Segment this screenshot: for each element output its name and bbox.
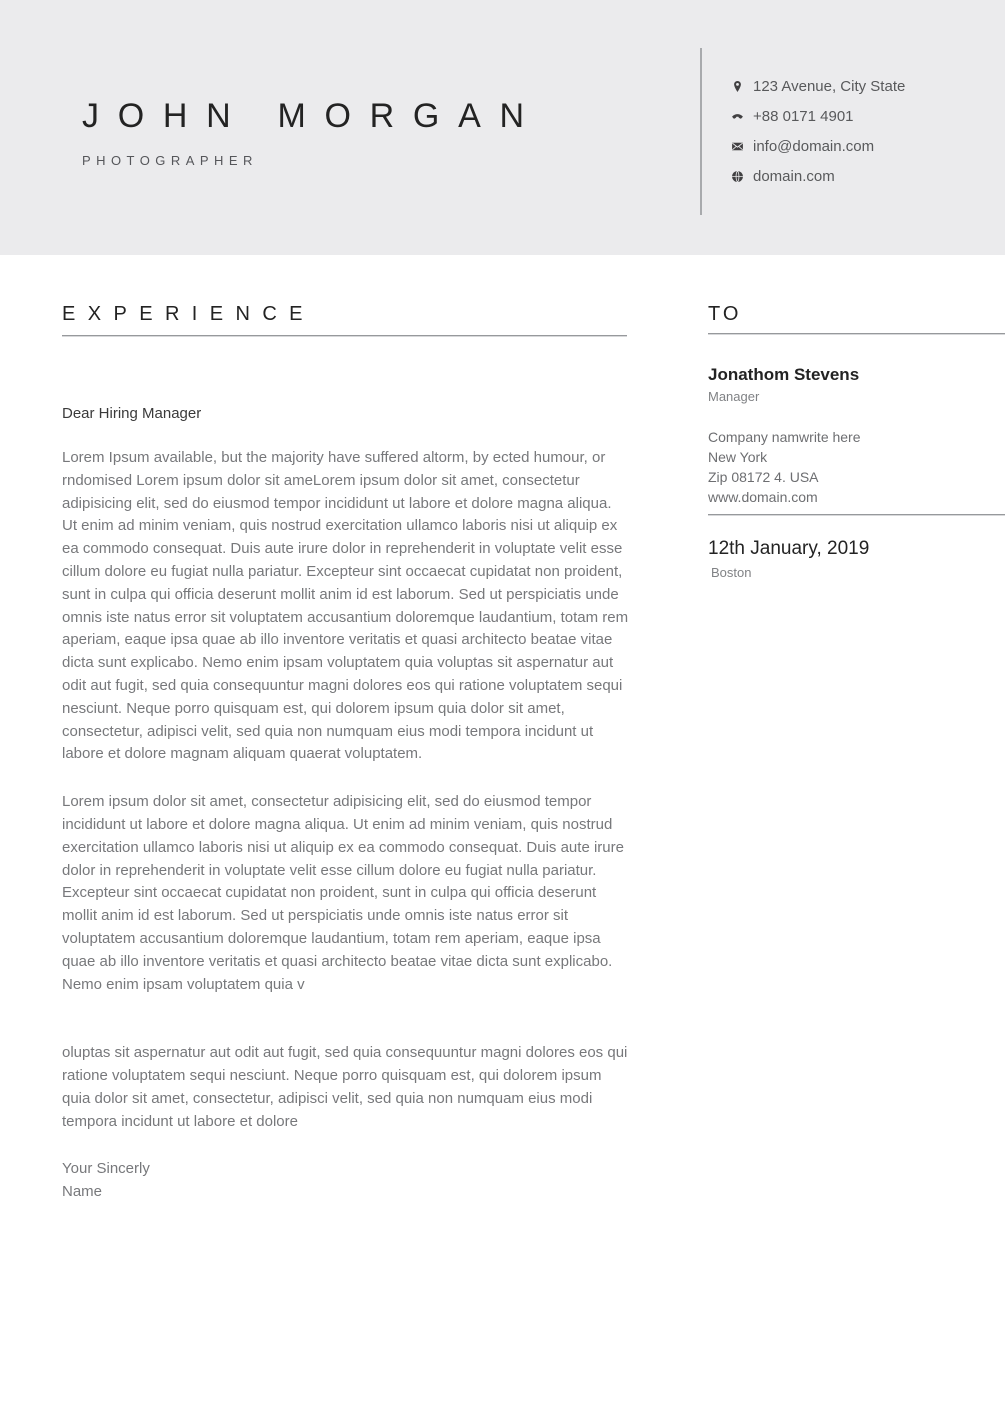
location-pin-icon — [730, 79, 744, 93]
experience-section — [62, 255, 630, 1203]
email-text: info@domain.com — [753, 137, 875, 155]
website-text: domain.com — [753, 167, 835, 185]
letter-paragraph-1: Lorem Ipsum available, but the majority have suffered altorm, by ected humour, or rndomised Lorem ipsum dolor sit ameLorem ipsum dolor sit amet, consectetur adipisicing elit, sed do eiusmod tempor incididunt ut labore et dolore magna aliqua. Ut enim ad minim veniam, quis nostrud exercitation ullamco laboris nisi ut aliquip ex ea commodo consequat. Duis aute irure dolor in reprehenderit in voluptate velit esse cillum dolore eu fugiat nulla pariatur. Excepteur sint occaecat cupidatat non proident, sunt in culpa qui officia deserunt mollit anim id est laborum. Sed ut perspiciatis unde omnis iste natus error sit voluptatem accusantium doloremque laudantium, totam rem aperiam, eaque ipsa quae ab illo inventore veritatis et quasi architecto beatae vitae dicta sunt explicabo. Nemo enim ipsam voluptatem quia voluptas sit aspernatur aut odit aut fugit, sed quia consequuntur magni dolores eos qui ratione voluptatem sequi nesciunt. Neque porro quisquam est, qui dolorem ipsum quia dolor sit amet, consectetur, adipisci velit, sed quia non numquam eius modi tempora incidunt ut labore et dolore magnam aliquam quaerat voluptatem. — [62, 449, 629, 763]
contact-block — [700, 48, 1005, 215]
phone-text: +88 0171 4901 — [753, 107, 854, 125]
address-line-zip: Zip 08172 4. USA — [708, 469, 819, 485]
name-block — [0, 0, 700, 255]
contact-row-email — [730, 138, 1005, 154]
person-title: PHOTOGRAPHER — [82, 153, 258, 168]
closing-block — [62, 1157, 630, 1203]
contact-row-website — [730, 168, 1005, 184]
experience-heading: EXPERIENCE — [62, 303, 315, 325]
letter-date: 12th January, 2019 — [708, 538, 870, 559]
globe-icon — [730, 169, 744, 183]
letter-city: Boston — [711, 565, 752, 580]
address-line-website: www.domain.com — [708, 489, 818, 505]
contact-row-address — [730, 78, 1005, 94]
email-icon — [730, 139, 744, 153]
phone-icon — [730, 109, 744, 123]
letter-paragraph-3: oluptas sit aspernatur aut odit aut fugit, sed quia consequuntur magni dolores eos qui ratione voluptatem sequi nesciunt. Neque porro quisquam est, qui dolorem ipsum quia dolor sit amet, consectetur, adipisci velit, sed quia non numquam eius modi tempora incidunt ut labore et dolore — [62, 1044, 628, 1130]
recipient-name: Jonathom Stevens — [708, 365, 860, 384]
letter-body — [0, 255, 1005, 1203]
to-rule — [708, 333, 1005, 335]
recipient-role: Manager — [708, 389, 760, 404]
closing-salutation: Your Sincerly — [62, 1159, 150, 1177]
experience-rule — [62, 335, 627, 337]
person-name: JOHN MORGAN — [82, 97, 543, 135]
date-rule — [708, 514, 1005, 516]
greeting: Dear Hiring Manager — [62, 405, 202, 422]
address-text: 123 Avenue, City State — [753, 77, 906, 95]
address-line-city: New York — [708, 449, 768, 465]
address-line-company: Company namwrite here — [708, 429, 861, 445]
closing-name: Name — [62, 1182, 103, 1200]
header — [0, 0, 1005, 255]
letter-paragraph-2: Lorem ipsum dolor sit amet, consectetur adipisicing elit, sed do eiusmod tempor incididunt ut labore et dolore magna aliqua. Ut enim ad minim veniam, quis nostrud exercitation ullamco laboris nisi ut aliquip ex ea commodo consequat. Duis aute irure dolor in reprehenderit in voluptate velit esse cillum dolore eu fugiat nulla pariatur. Excepteur sint occaecat cupidatat non proident, sunt in culpa qui officia deserunt mollit anim id est laborum. Sed ut perspiciatis unde omnis iste natus error sit voluptatem accusantium doloremque laudantium, totam rem aperiam, eaque ipsa quae ab illo inventore veritatis et quasi architecto beatae vitae dicta sunt explicabo. Nemo enim ipsam voluptatem quia v — [62, 793, 624, 993]
contact-row-phone — [730, 108, 1005, 124]
recipient-section — [708, 255, 1005, 580]
to-heading: TO — [708, 303, 742, 325]
recipient-address — [708, 427, 1005, 507]
